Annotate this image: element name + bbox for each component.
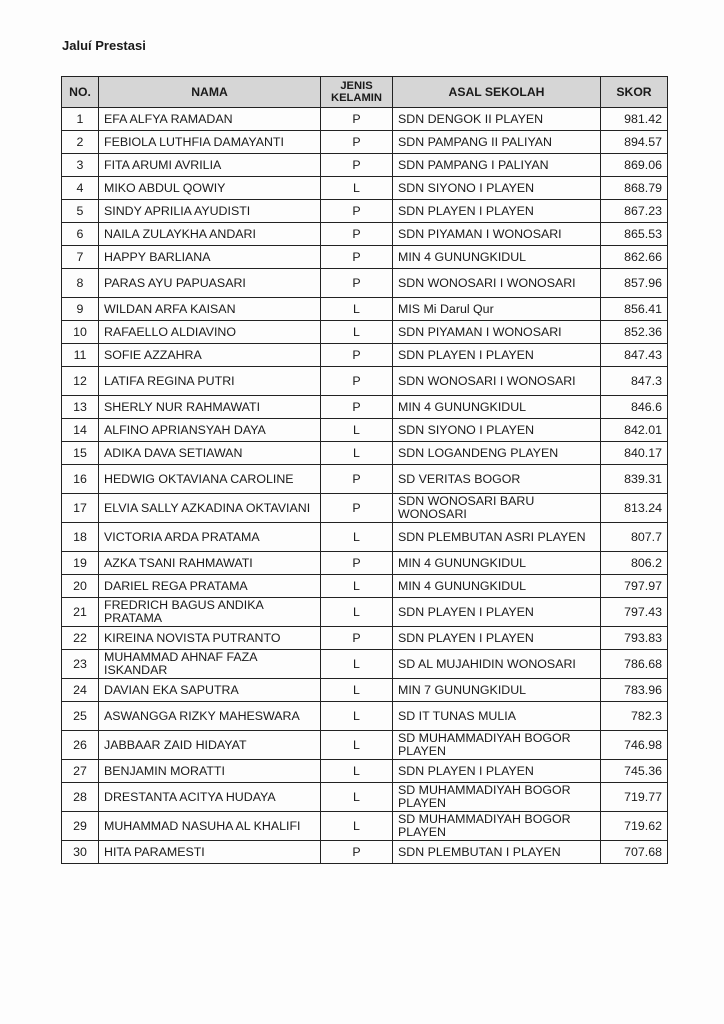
header-jenis-kelamin-line1: JENIS <box>340 80 373 92</box>
student-name-cell: WILDAN ARFA KAISAN <box>99 298 321 321</box>
gender-cell: P <box>321 552 393 575</box>
gender-cell: L <box>321 419 393 442</box>
gender-cell: P <box>321 223 393 246</box>
page-title: Jaluí Prestasi <box>62 38 146 53</box>
row-number-cell: 11 <box>62 344 99 367</box>
student-name-cell: RAFAELLO ALDIAVINO <box>99 321 321 344</box>
table-row <box>62 627 668 650</box>
row-number-cell: 24 <box>62 679 99 702</box>
header-row <box>62 77 668 108</box>
row-number-cell: 12 <box>62 367 99 396</box>
score-cell: 745.36 <box>601 760 668 783</box>
table-row <box>62 575 668 598</box>
school-cell: SDN PLAYEN I PLAYEN <box>393 760 601 783</box>
school-cell: SD IT TUNAS MULIA <box>393 702 601 731</box>
score-cell: 783.96 <box>601 679 668 702</box>
table-row <box>62 396 668 419</box>
score-cell: 719.77 <box>601 783 668 812</box>
school-cell: SD AL MUJAHIDIN WONOSARI <box>393 650 601 679</box>
student-name-cell: MIKO ABDUL QOWIY <box>99 177 321 200</box>
student-name-cell: BENJAMIN MORATTI <box>99 760 321 783</box>
score-cell: 867.23 <box>601 200 668 223</box>
school-cell: SDN PIYAMAN I WONOSARI <box>393 223 601 246</box>
student-name-cell: MUHAMMAD NASUHA AL KHALIFI <box>99 812 321 841</box>
row-number-cell: 14 <box>62 419 99 442</box>
gender-cell: L <box>321 760 393 783</box>
row-number-cell: 20 <box>62 575 99 598</box>
row-number-cell: 27 <box>62 760 99 783</box>
table-body <box>62 108 668 864</box>
score-cell: 865.53 <box>601 223 668 246</box>
table-row <box>62 598 668 627</box>
school-cell: SDN WONOSARI BARU WONOSARI <box>393 494 601 523</box>
score-cell: 782.3 <box>601 702 668 731</box>
school-cell: SDN PIYAMAN I WONOSARI <box>393 321 601 344</box>
gender-cell: P <box>321 841 393 864</box>
header-no: NO. <box>62 77 99 108</box>
student-name-cell: FREDRICH BAGUS ANDIKA PRATAMA <box>99 598 321 627</box>
score-cell: 846.6 <box>601 396 668 419</box>
gender-cell: L <box>321 702 393 731</box>
student-name-cell: DAVIAN EKA SAPUTRA <box>99 679 321 702</box>
score-cell: 842.01 <box>601 419 668 442</box>
row-number-cell: 13 <box>62 396 99 419</box>
table-row <box>62 177 668 200</box>
table-row <box>62 419 668 442</box>
score-cell: 869.06 <box>601 154 668 177</box>
school-cell: SD MUHAMMADIYAH BOGOR PLAYEN <box>393 731 601 760</box>
student-name-cell: NAILA ZULAYKHA ANDARI <box>99 223 321 246</box>
student-name-cell: PARAS AYU PAPUASARI <box>99 269 321 298</box>
row-number-cell: 10 <box>62 321 99 344</box>
gender-cell: L <box>321 598 393 627</box>
table-header <box>62 77 668 108</box>
gender-cell: P <box>321 494 393 523</box>
gender-cell: P <box>321 154 393 177</box>
table-row <box>62 650 668 679</box>
student-name-cell: HAPPY BARLIANA <box>99 246 321 269</box>
school-cell: SDN PLAYEN I PLAYEN <box>393 344 601 367</box>
gender-cell: P <box>321 396 393 419</box>
score-cell: 981.42 <box>601 108 668 131</box>
row-number-cell: 2 <box>62 131 99 154</box>
student-name-cell: HEDWIG OKTAVIANA CAROLINE <box>99 465 321 494</box>
score-cell: 807.7 <box>601 523 668 552</box>
student-name-cell: KIREINA NOVISTA PUTRANTO <box>99 627 321 650</box>
header-jenis-kelamin-line2: KELAMIN <box>331 92 382 104</box>
student-name-cell: ELVIA SALLY AZKADINA OKTAVIANI <box>99 494 321 523</box>
gender-cell: P <box>321 108 393 131</box>
gender-cell: P <box>321 465 393 494</box>
school-cell: MIN 4 GUNUNGKIDUL <box>393 575 601 598</box>
table-row <box>62 223 668 246</box>
row-number-cell: 22 <box>62 627 99 650</box>
score-cell: 847.43 <box>601 344 668 367</box>
table-row <box>62 344 668 367</box>
school-cell: SDN PLAYEN I PLAYEN <box>393 598 601 627</box>
header-asal-sekolah: ASAL SEKOLAH <box>393 77 601 108</box>
table-row <box>62 298 668 321</box>
score-cell: 719.62 <box>601 812 668 841</box>
school-cell: MIN 4 GUNUNGKIDUL <box>393 552 601 575</box>
row-number-cell: 15 <box>62 442 99 465</box>
student-name-cell: SOFIE AZZAHRA <box>99 344 321 367</box>
gender-cell: P <box>321 131 393 154</box>
school-cell: SDN PLAYEN I PLAYEN <box>393 200 601 223</box>
school-cell: SDN PAMPANG II PALIYAN <box>393 131 601 154</box>
score-cell: 894.57 <box>601 131 668 154</box>
table-row <box>62 760 668 783</box>
score-cell: 839.31 <box>601 465 668 494</box>
score-cell: 797.97 <box>601 575 668 598</box>
gender-cell: P <box>321 627 393 650</box>
gender-cell: L <box>321 650 393 679</box>
gender-cell: L <box>321 679 393 702</box>
school-cell: SDN PAMPANG I PALIYAN <box>393 154 601 177</box>
table-row <box>62 841 668 864</box>
table-row <box>62 131 668 154</box>
school-cell: SD VERITAS BOGOR <box>393 465 601 494</box>
row-number-cell: 18 <box>62 523 99 552</box>
student-name-cell: ASWANGGA RIZKY MAHESWARA <box>99 702 321 731</box>
score-cell: 746.98 <box>601 731 668 760</box>
school-cell: MIN 7 GUNUNGKIDUL <box>393 679 601 702</box>
gender-cell: L <box>321 575 393 598</box>
table-row <box>62 321 668 344</box>
student-name-cell: FEBIOLA LUTHFIA DAMAYANTI <box>99 131 321 154</box>
gender-cell: L <box>321 731 393 760</box>
header-jenis-kelamin <box>321 77 393 108</box>
table-row <box>62 442 668 465</box>
student-name-cell: MUHAMMAD AHNAF FAZA ISKANDAR <box>99 650 321 679</box>
header-nama: NAMA <box>99 77 321 108</box>
row-number-cell: 30 <box>62 841 99 864</box>
score-cell: 840.17 <box>601 442 668 465</box>
row-number-cell: 21 <box>62 598 99 627</box>
school-cell: SDN DENGOK II PLAYEN <box>393 108 601 131</box>
score-cell: 806.2 <box>601 552 668 575</box>
table-row <box>62 731 668 760</box>
gender-cell: L <box>321 523 393 552</box>
score-cell: 857.96 <box>601 269 668 298</box>
school-cell: SDN LOGANDENG PLAYEN <box>393 442 601 465</box>
school-cell: MIN 4 GUNUNGKIDUL <box>393 396 601 419</box>
student-name-cell: DARIEL REGA PRATAMA <box>99 575 321 598</box>
row-number-cell: 6 <box>62 223 99 246</box>
score-cell: 847.3 <box>601 367 668 396</box>
gender-cell: L <box>321 177 393 200</box>
table-row <box>62 679 668 702</box>
student-name-cell: LATIFA REGINA PUTRI <box>99 367 321 396</box>
gender-cell: L <box>321 783 393 812</box>
gender-cell: L <box>321 442 393 465</box>
score-cell: 868.79 <box>601 177 668 200</box>
student-name-cell: ALFINO APRIANSYAH DAYA <box>99 419 321 442</box>
row-number-cell: 4 <box>62 177 99 200</box>
table-row <box>62 200 668 223</box>
row-number-cell: 17 <box>62 494 99 523</box>
school-cell: SDN SIYONO I PLAYEN <box>393 419 601 442</box>
school-cell: SD MUHAMMADIYAH BOGOR PLAYEN <box>393 783 601 812</box>
gender-cell: P <box>321 246 393 269</box>
score-cell: 793.83 <box>601 627 668 650</box>
school-cell: SDN PLAYEN I PLAYEN <box>393 627 601 650</box>
table-row <box>62 523 668 552</box>
row-number-cell: 28 <box>62 783 99 812</box>
gender-cell: L <box>321 298 393 321</box>
gender-cell: L <box>321 321 393 344</box>
student-name-cell: VICTORIA ARDA PRATAMA <box>99 523 321 552</box>
school-cell: SDN PLEMBUTAN I PLAYEN <box>393 841 601 864</box>
row-number-cell: 25 <box>62 702 99 731</box>
row-number-cell: 1 <box>62 108 99 131</box>
row-number-cell: 19 <box>62 552 99 575</box>
school-cell: SDN WONOSARI I WONOSARI <box>393 269 601 298</box>
student-name-cell: SINDY APRILIA AYUDISTI <box>99 200 321 223</box>
student-name-cell: EFA ALFYA RAMADAN <box>99 108 321 131</box>
row-number-cell: 26 <box>62 731 99 760</box>
row-number-cell: 5 <box>62 200 99 223</box>
school-cell: SDN SIYONO I PLAYEN <box>393 177 601 200</box>
table-row <box>62 367 668 396</box>
table-row <box>62 465 668 494</box>
gender-cell: L <box>321 812 393 841</box>
table-row <box>62 246 668 269</box>
row-number-cell: 16 <box>62 465 99 494</box>
results-table <box>61 76 668 864</box>
gender-cell: P <box>321 269 393 298</box>
score-cell: 852.36 <box>601 321 668 344</box>
table-row <box>62 552 668 575</box>
school-cell: SDN WONOSARI I WONOSARI <box>393 367 601 396</box>
row-number-cell: 9 <box>62 298 99 321</box>
gender-cell: P <box>321 200 393 223</box>
table-row <box>62 702 668 731</box>
score-cell: 786.68 <box>601 650 668 679</box>
table-row <box>62 812 668 841</box>
student-name-cell: AZKA TSANI RAHMAWATI <box>99 552 321 575</box>
row-number-cell: 7 <box>62 246 99 269</box>
student-name-cell: ADIKA DAVA SETIAWAN <box>99 442 321 465</box>
gender-cell: P <box>321 367 393 396</box>
table-row <box>62 154 668 177</box>
student-name-cell: HITA PARAMESTI <box>99 841 321 864</box>
student-name-cell: DRESTANTA ACITYA HUDAYA <box>99 783 321 812</box>
school-cell: MIN 4 GUNUNGKIDUL <box>393 246 601 269</box>
header-skor: SKOR <box>601 77 668 108</box>
table-row <box>62 494 668 523</box>
row-number-cell: 29 <box>62 812 99 841</box>
score-cell: 797.43 <box>601 598 668 627</box>
table-row <box>62 108 668 131</box>
school-cell: SD MUHAMMADIYAH BOGOR PLAYEN <box>393 812 601 841</box>
score-cell: 856.41 <box>601 298 668 321</box>
row-number-cell: 23 <box>62 650 99 679</box>
school-cell: MIS Mi Darul Qur <box>393 298 601 321</box>
row-number-cell: 3 <box>62 154 99 177</box>
student-name-cell: FITA ARUMI AVRILIA <box>99 154 321 177</box>
score-cell: 862.66 <box>601 246 668 269</box>
student-name-cell: SHERLY NUR RAHMAWATI <box>99 396 321 419</box>
row-number-cell: 8 <box>62 269 99 298</box>
score-cell: 707.68 <box>601 841 668 864</box>
student-name-cell: JABBAAR ZAID HIDAYAT <box>99 731 321 760</box>
gender-cell: P <box>321 344 393 367</box>
school-cell: SDN PLEMBUTAN ASRI PLAYEN <box>393 523 601 552</box>
score-cell: 813.24 <box>601 494 668 523</box>
table-row <box>62 269 668 298</box>
table-row <box>62 783 668 812</box>
